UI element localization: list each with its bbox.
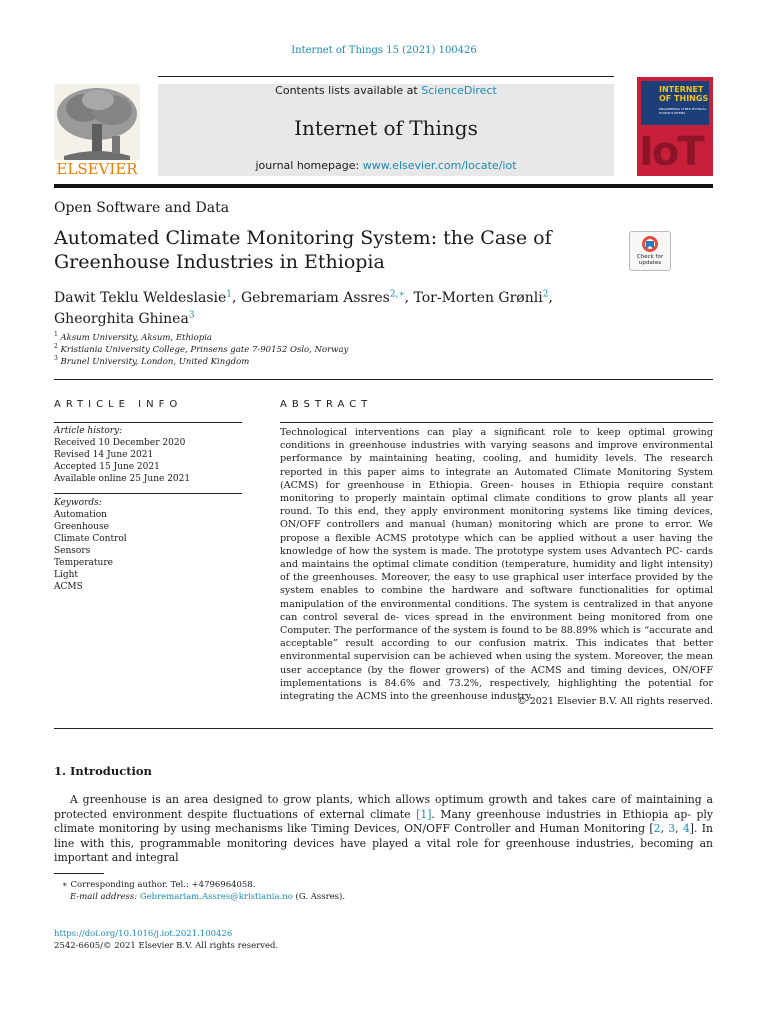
keyword-item: Light (54, 570, 79, 580)
journal-cover-image[interactable] (637, 77, 713, 176)
email-note (70, 892, 345, 902)
author[interactable] (54, 290, 232, 306)
author[interactable] (241, 290, 405, 306)
reference-link[interactable]: 4 (682, 822, 690, 836)
article-info-rule (54, 422, 242, 423)
reference-link[interactable]: 2 (653, 822, 661, 836)
corresponding-text: Corresponding author. Tel.: +4796964058. (70, 880, 256, 890)
keyword-item: Climate Control (54, 534, 127, 544)
article-title: Automated Climate Monitoring System: the Case of Greenhouse Industries in Ethiopia (54, 227, 552, 273)
section-heading-introduction: 1. Introduction (54, 764, 152, 778)
footnote-rule (54, 873, 104, 874)
affiliation-text: Brunel University, London, United Kingdom (60, 356, 250, 367)
keywords-label: Keywords: (54, 498, 102, 508)
keyword-item: ACMS (54, 582, 83, 592)
affiliation-text: Aksum University, Aksum, Ethiopia (60, 332, 212, 343)
journal-citation[interactable]: Internet of Things 15 (2021) 100426 (291, 45, 477, 56)
issn-copyright: 2542-6605/© 2021 Elsevier B.V. All rights reserved. (54, 941, 279, 951)
corresponding-author-note (62, 880, 255, 890)
article-section: Open Software and Data (54, 200, 230, 216)
author-name: Gebremariam Assres (240, 289, 390, 306)
keyword-item: Temperature (54, 558, 113, 568)
email-label: E-mail address: (70, 892, 140, 902)
affiliation-number: 3 (54, 355, 58, 362)
accepted-date: Accepted 15 June 2021 (54, 462, 160, 472)
info-top-rule (54, 379, 713, 380)
affiliation-number: 1 (54, 331, 58, 338)
affiliation (54, 355, 249, 367)
author-list (54, 285, 614, 328)
introduction-paragraph: A greenhouse is an area designed to grow plants, which allows optimum growth and takes care of maintaining a protected environment despite fluctuations of external climate [1]. Many greenhouse industries in Ethiopia ap- ply climate monitoring by using mechanisms like Timing Devices, ON/OFF Controller and Human Monitoring [2, 3, 4]. In line with this, programmable monitoring devices have played a vital role for greenhouse industries, becoming an important and integral (54, 793, 713, 865)
keyword-item: Sensors (54, 546, 91, 556)
history-label: Article history: (54, 426, 123, 436)
cover-iot-letters: IoT (639, 129, 703, 175)
abstract-heading: ABSTRACT (280, 399, 373, 410)
elsevier-tree-icon (54, 84, 140, 178)
reference-link[interactable]: [1] (416, 807, 432, 821)
author-separator: , (232, 289, 241, 306)
affiliation-number: 2 (54, 343, 58, 350)
keyword-item: Automation (54, 510, 107, 520)
intro-text-part: . Many greenhouse industries in Ethiopia ap- ply climate monitoring by using mechanisms like Timing Devices, ON/OFF Controller and Human Monitoring [ (54, 807, 713, 836)
elsevier-logo (54, 84, 140, 178)
keyword-item: Greenhouse (54, 522, 109, 532)
abstract-bottom-rule (54, 728, 713, 729)
intro-text-part: ]. In line with this, programmable monitoring devices have played a vital role for greenhouse industries, becoming an important and integral (54, 822, 713, 865)
corresponding-mark: ∗ (62, 880, 68, 890)
author-name: Tor-Morten Grønli (413, 289, 543, 306)
cover-title: INTERNET OF THINGS (659, 85, 709, 103)
doi-link[interactable]: https://doi.org/10.1016/j.iot.2021.100426 (54, 929, 233, 939)
reference-link[interactable]: 3 (668, 822, 676, 836)
intro-text-part: A greenhouse is an area designed to grow plants, which allows optimum growth and takes care of maintaining a protected environment despite fluctuations of external climate (54, 793, 713, 821)
author-separator: , (404, 289, 414, 306)
elsevier-wordmark: ELSEVIER (56, 160, 138, 178)
contents-line (158, 84, 614, 97)
email-link[interactable]: Gebremariam.Assres@kristiania.no (139, 892, 293, 902)
author-separator: , (548, 289, 553, 306)
journal-name: Internet of Things (294, 116, 478, 140)
keywords-rule (54, 493, 242, 494)
sciencedirect-link[interactable]: ScienceDirect (421, 84, 497, 97)
author[interactable] (54, 311, 195, 327)
cover-subtitle: ENGINEERING CYBER PHYSICAL HUMAN SYSTEMS (659, 107, 707, 115)
author-affil-mark[interactable]: 1 (226, 289, 233, 299)
article-info-heading: ARTICLE INFO (54, 399, 183, 410)
abstract-copyright: © 2021 Elsevier B.V. All rights reserved. (517, 696, 713, 707)
header-top-rule (158, 76, 614, 77)
homepage-prefix: journal homepage: (255, 159, 363, 172)
revised-date: Revised 14 June 2021 (54, 450, 154, 460)
abstract-rule (280, 422, 713, 423)
check-for-updates-label: Check for updates (636, 254, 664, 266)
contents-prefix: Contents lists available at (275, 84, 422, 97)
author-name: Gheorghita Ghinea (54, 311, 189, 328)
header-bottom-rule (54, 184, 713, 188)
affiliation (54, 331, 212, 343)
email-suffix: (G. Assres). (292, 892, 346, 902)
abstract-text: Technological interventions can play a significant role to keep optimal growing conditions in greenhouse industries with varying seasons and improve environmental performance by maintaining heating, cooling, and humidity levels. The research reported in this paper aims to integrate an Automated Climate Monitoring System (ACMS) for greenhouse in Ethiopia. Green- houses in Ethiopia require constant monitoring to properly maintain optimal climate conditions to grow plants all year round. To this end, they apply environment monitoring systems like timing devices, ON/OFF controllers and manual (human) monitoring which are prone to error. We propose a flexible ACMS prototype which can be applied without a user having the knowledge of how the system is made. The prototype system uses Advantech PC- cards and maintains the optimal climate condition (temperature, humidity and light intensity) of the greenhouses. Moreover, the easy to use graphical user interface provided by the system enables to combine the hardware and software functionalities for optimal manipulation of the environmental conditions. The system is centralized in that anyone can control several de- vices spread in the environment being monitored from one Computer. The performance of the system is found to be 88.89% which is “accurate and acceptable” result according to our confusion matrix. This indicates that better environmental supervision can be achieved when using the system. Moreover, the mean user acceptance (by the flower growers) of the ACMS and timing devices, ON/OFF implementations is 84.6% and 73.2%, respectively, highlighting the potential for integrating the ACMS into the greenhouse industry. (280, 427, 713, 703)
homepage-line (158, 159, 614, 172)
affiliation (54, 343, 348, 355)
author-affil-mark[interactable]: 3 (188, 310, 195, 321)
journal-homepage-link[interactable]: www.elsevier.com/locate/iot (362, 159, 517, 172)
check-for-updates-button[interactable] (629, 231, 671, 271)
author-affil-mark[interactable]: 2 (542, 289, 549, 299)
author[interactable] (413, 290, 548, 306)
online-date: Available online 25 June 2021 (54, 474, 191, 484)
received-date: Received 10 December 2020 (54, 438, 186, 448)
affiliation-text: Kristiania University College, Prinsens gate 7-90152 Oslo, Norway (60, 344, 349, 355)
author-affil-mark[interactable]: 2,∗ (389, 289, 405, 299)
author-name: Dawit Teklu Weldeslasie (54, 289, 227, 306)
